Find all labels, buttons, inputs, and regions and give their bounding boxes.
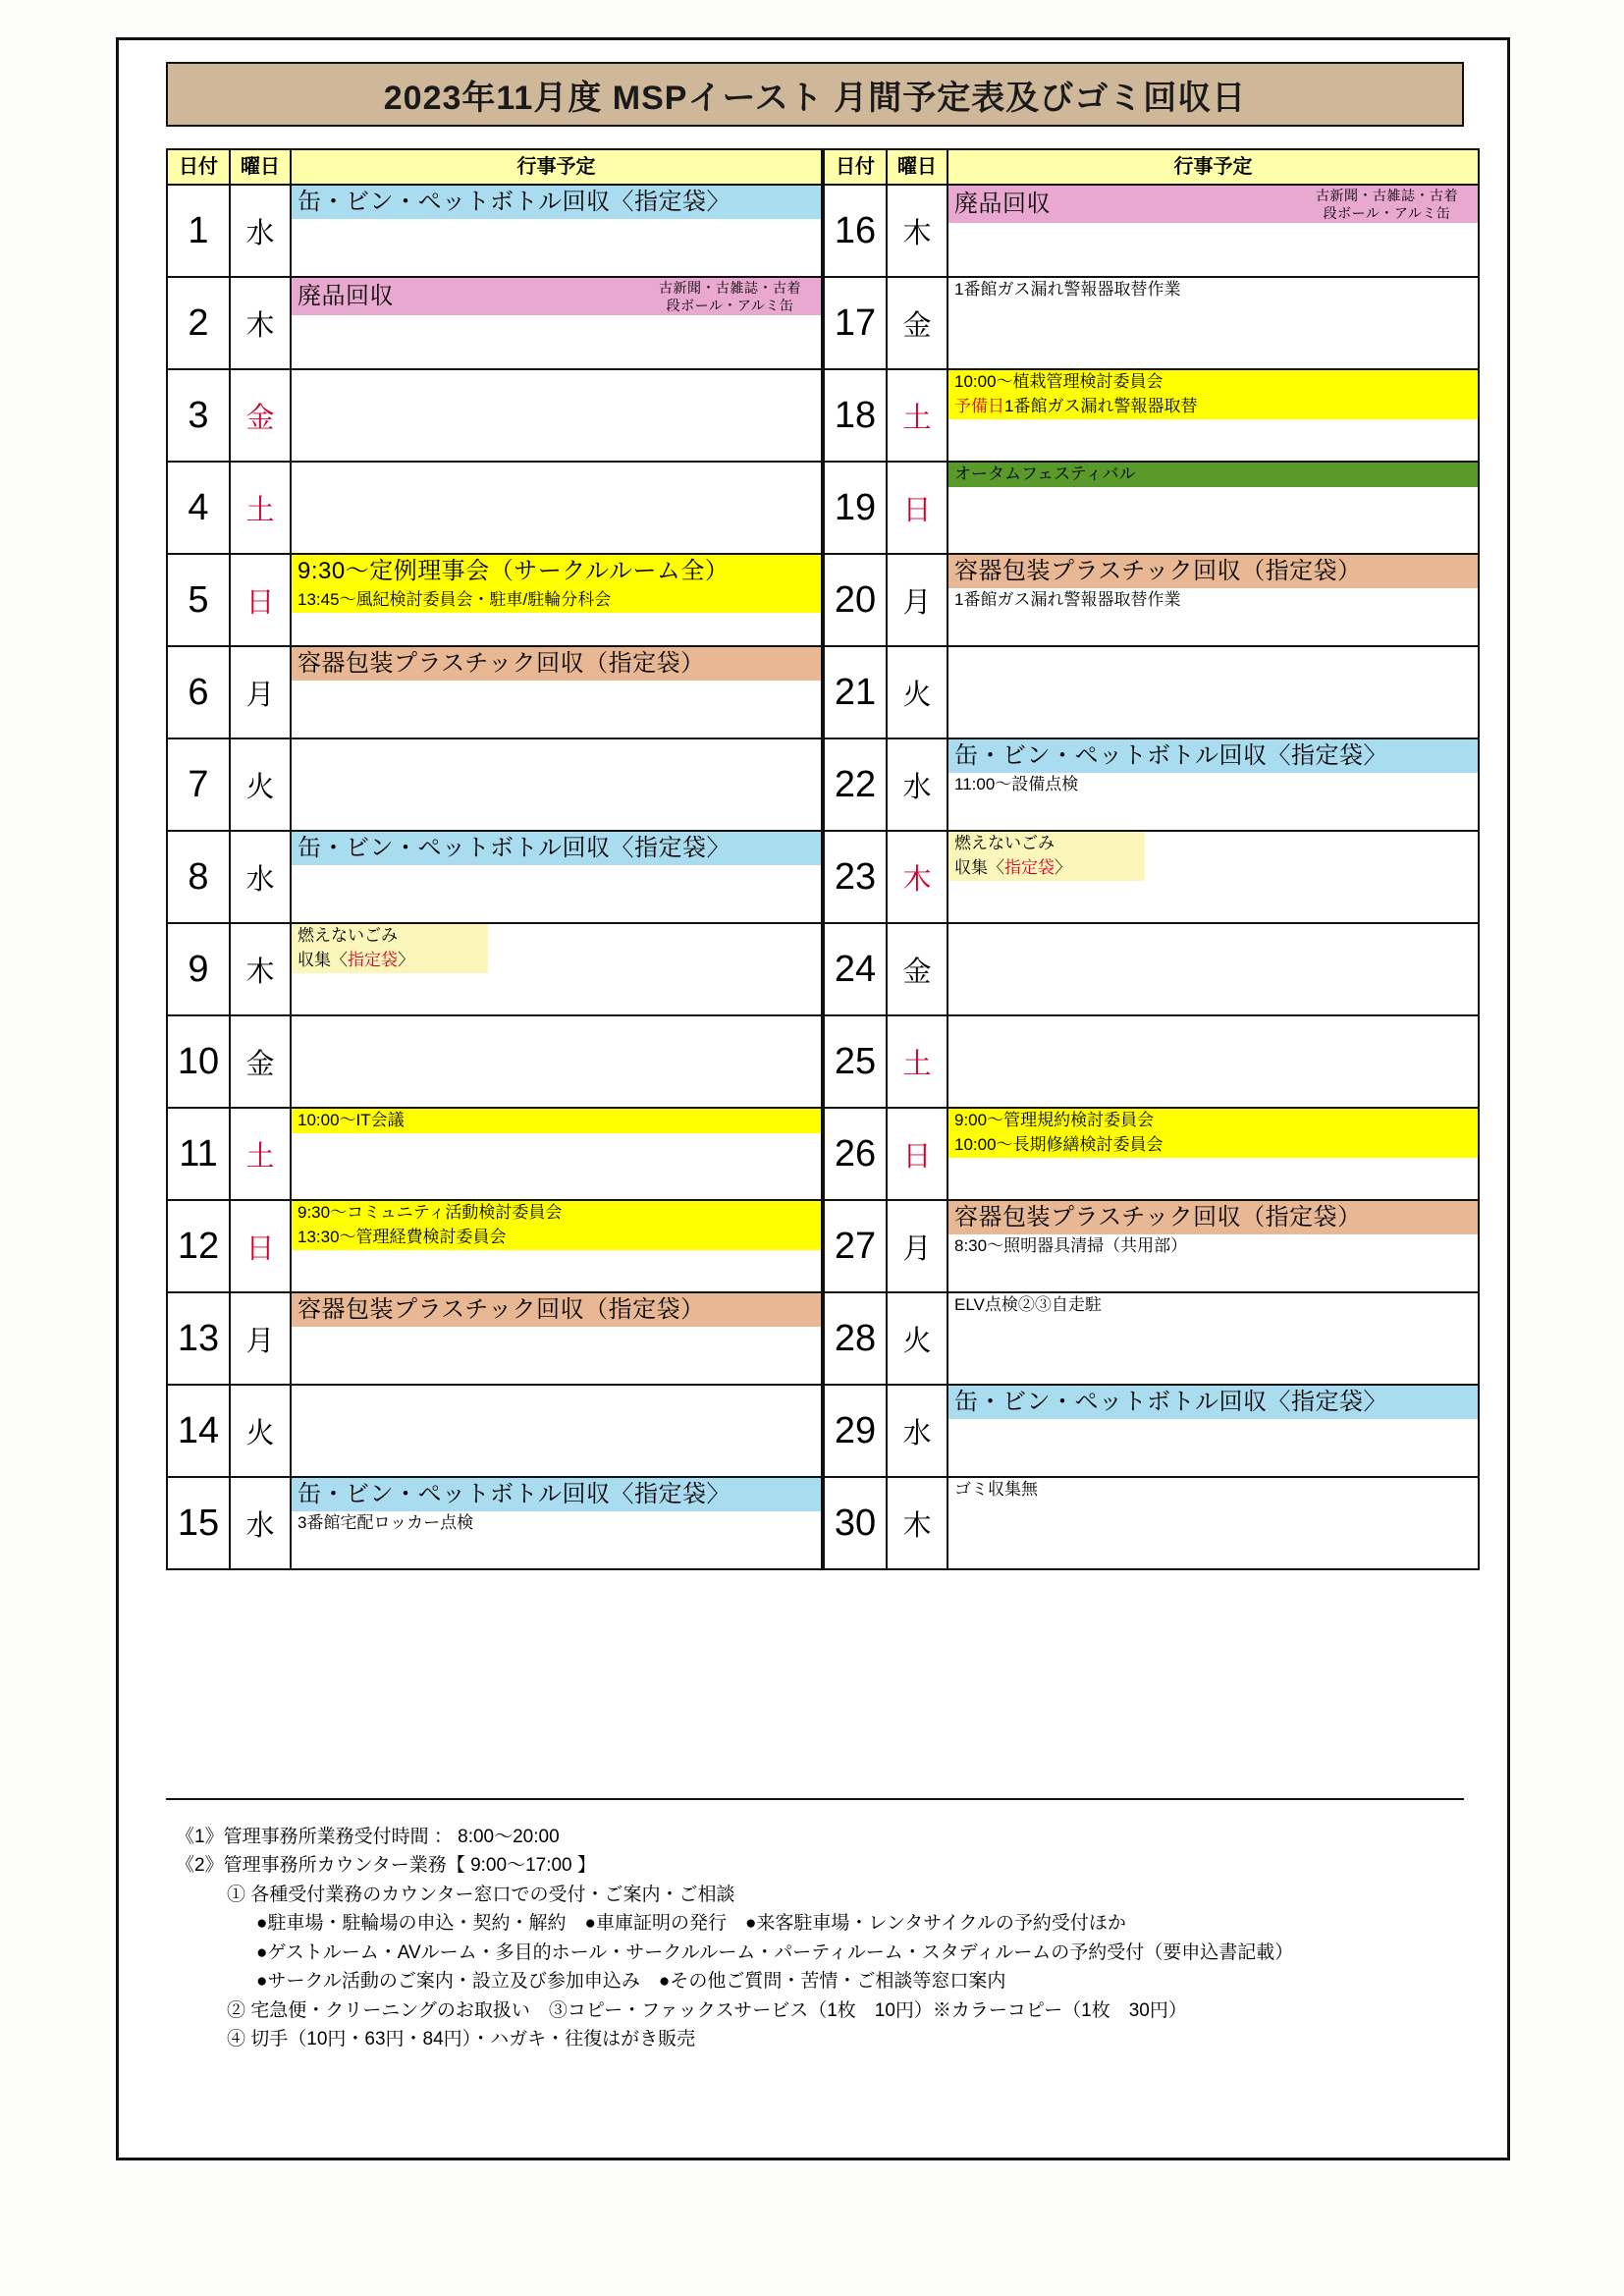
event-stack <box>292 1201 821 1291</box>
day-of-week: 土 <box>887 369 947 462</box>
day-events-cell <box>291 646 822 738</box>
day-of-week: 日 <box>887 1108 947 1200</box>
notes-divider <box>166 1798 1464 1800</box>
note-line: ② 宅急便・クリーニングのお取扱い ③コピー・ファックスサービス（1枚 10円）※カラーコピー（1枚 30円） <box>227 1999 1187 2021</box>
event-stack <box>948 1293 1478 1384</box>
event-line: 缶・ビン・ペットボトル回収〈指定袋〉 <box>948 739 1478 773</box>
day-of-week: 火 <box>887 1292 947 1385</box>
event-line: 11:00〜設備点検 <box>954 775 1079 794</box>
day-of-week: 金 <box>887 923 947 1015</box>
event-stack <box>292 370 821 461</box>
event-line: 9:30〜コミュニティ活動検討委員会 <box>292 1201 821 1226</box>
event-line: ゴミ収集無 <box>954 1480 1038 1499</box>
day-number: 7 <box>167 738 230 831</box>
day-number: 26 <box>824 1108 887 1200</box>
day-events-cell <box>947 554 1479 646</box>
event-line: 容器包装プラスチック回収（指定袋） <box>948 555 1478 588</box>
event-line: 予備日1番館ガス漏れ警報器取替 <box>948 395 1478 419</box>
header-date: 日付 <box>167 149 230 185</box>
day-of-week: 水 <box>887 738 947 831</box>
event-stack <box>292 555 821 645</box>
day-number: 17 <box>824 277 887 369</box>
day-events-cell <box>947 1385 1479 1477</box>
day-number: 23 <box>824 831 887 923</box>
event-line: 容器包装プラスチック回収（指定袋） <box>292 1293 821 1327</box>
calendar-day-row <box>824 923 1479 1015</box>
day-of-week: 土 <box>887 1015 947 1108</box>
title-banner <box>166 62 1464 127</box>
calendar-day-row <box>167 646 822 738</box>
event-line: 容器包装プラスチック回収（指定袋） <box>292 647 821 681</box>
schedule-sheet <box>116 37 1510 2160</box>
day-number: 15 <box>167 1477 230 1569</box>
event-line: 13:45〜風紀検討委員会・駐車/駐輪分科会 <box>292 588 821 613</box>
note-line: ●サークル活動のご案内・設立及び参加申込み ●その他ご質問・苦情・ご相談等窓口案内 <box>256 1971 1006 1993</box>
day-number: 28 <box>824 1292 887 1385</box>
day-of-week: 火 <box>230 1385 291 1477</box>
day-number: 4 <box>167 462 230 554</box>
day-number: 18 <box>824 369 887 462</box>
event-stack <box>292 1478 821 1568</box>
event-subtext: 古新聞・古雑誌・古着 段ボール・アルミ缶 <box>659 280 801 314</box>
day-of-week: 月 <box>230 646 291 738</box>
header-events: 行事予定 <box>947 149 1479 185</box>
calendar-day-row <box>167 831 822 923</box>
calendar-header-row <box>167 149 822 185</box>
event-line: 9:30〜定例理事会（サークルルーム全） <box>292 555 821 588</box>
event-line: 燃えないごみ <box>948 832 1145 856</box>
day-events-cell <box>291 1200 822 1292</box>
day-of-week: 水 <box>887 1385 947 1477</box>
day-events-cell <box>291 1108 822 1200</box>
event-line: 3番館宅配ロッカー点検 <box>298 1513 474 1533</box>
calendar-day-row <box>824 462 1479 554</box>
calendar-day-row <box>824 1015 1479 1108</box>
day-of-week: 水 <box>230 1477 291 1569</box>
day-number: 3 <box>167 369 230 462</box>
day-of-week: 日 <box>230 1200 291 1292</box>
day-events-cell <box>291 369 822 462</box>
event-line <box>948 186 1478 223</box>
day-number: 5 <box>167 554 230 646</box>
event-stack <box>292 1109 821 1199</box>
event-line: 1番館ガス漏れ警報器取替作業 <box>954 590 1181 610</box>
day-events-cell <box>291 1385 822 1477</box>
event-stack <box>948 832 1478 922</box>
calendar-day-row <box>167 1015 822 1108</box>
note-line: 《1》管理事務所業務受付時間 ： 8:00〜20:00 <box>176 1827 560 1847</box>
day-events-cell <box>947 831 1479 923</box>
calendar-day-row <box>167 1385 822 1477</box>
event-line: 8:30〜照明器具清掃（共用部） <box>954 1236 1188 1256</box>
event-line: 缶・ビン・ペットボトル回収〈指定袋〉 <box>948 1386 1478 1419</box>
event-line: 容器包装プラスチック回収（指定袋） <box>948 1201 1478 1234</box>
day-number: 2 <box>167 277 230 369</box>
calendar-column-left <box>166 148 823 1570</box>
day-number: 25 <box>824 1015 887 1108</box>
event-stack <box>948 186 1478 276</box>
event-line: 缶・ビン・ペットボトル回収〈指定袋〉 <box>292 1478 821 1511</box>
day-events-cell <box>947 185 1479 277</box>
calendar-day-row <box>167 554 822 646</box>
event-stack <box>292 647 821 738</box>
day-number: 6 <box>167 646 230 738</box>
day-events-cell <box>947 738 1479 831</box>
event-stack <box>292 1293 821 1384</box>
event-highlight-text: 予備日 <box>954 396 1004 415</box>
day-number: 1 <box>167 185 230 277</box>
day-number: 11 <box>167 1108 230 1200</box>
calendar-day-row <box>824 1477 1479 1569</box>
event-stack <box>948 1478 1478 1568</box>
event-stack <box>948 278 1478 368</box>
event-stack <box>292 1386 821 1476</box>
event-stack <box>948 1109 1478 1199</box>
calendar-column-right <box>823 148 1480 1570</box>
note-line: ④ 切手（10円・63円・84円）・ハガキ・往復はがき販売 <box>227 2029 696 2050</box>
day-events-cell <box>947 646 1479 738</box>
day-events-cell <box>947 369 1479 462</box>
calendar-day-row <box>167 1200 822 1292</box>
event-line: 10:00〜植栽管理検討委員会 <box>948 370 1478 395</box>
day-of-week: 水 <box>230 831 291 923</box>
calendar-day-row <box>824 185 1479 277</box>
event-line: 10:00〜長期修繕検討委員会 <box>948 1133 1478 1158</box>
day-of-week: 木 <box>230 277 291 369</box>
event-stack <box>948 739 1478 830</box>
day-events-cell <box>947 277 1479 369</box>
day-of-week: 水 <box>230 185 291 277</box>
note-line: ●ゲストルーム・AVルーム・多目的ホール・サークルルーム・パーティルーム・スタディルームの予約受付（要申込書記載） <box>256 1941 1294 1963</box>
event-stack <box>292 1016 821 1107</box>
calendar-day-row <box>824 554 1479 646</box>
day-events-cell <box>291 554 822 646</box>
calendar-day-row <box>824 277 1479 369</box>
header-events: 行事予定 <box>291 149 822 185</box>
event-line: オータムフェスティバル <box>948 463 1478 487</box>
day-of-week: 月 <box>887 554 947 646</box>
day-number: 8 <box>167 831 230 923</box>
day-number: 22 <box>824 738 887 831</box>
day-events-cell <box>291 1292 822 1385</box>
notes-section <box>168 1823 1464 2054</box>
day-number: 24 <box>824 923 887 1015</box>
event-highlight-text: 指定袋 <box>348 950 398 969</box>
day-events-cell <box>291 185 822 277</box>
day-number: 10 <box>167 1015 230 1108</box>
event-stack <box>948 1386 1478 1476</box>
calendar-grid <box>166 148 1464 1570</box>
day-events-cell <box>947 462 1479 554</box>
day-number: 19 <box>824 462 887 554</box>
event-subtext: 古新聞・古雑誌・古着 段ボール・アルミ缶 <box>1316 188 1458 222</box>
day-events-cell <box>291 1477 822 1569</box>
calendar-day-row <box>167 738 822 831</box>
event-stack <box>292 924 821 1014</box>
event-highlight-text: 指定袋 <box>1004 857 1055 877</box>
day-of-week: 土 <box>230 1108 291 1200</box>
calendar-day-row <box>824 1292 1479 1385</box>
calendar-day-row <box>167 1292 822 1385</box>
day-number: 9 <box>167 923 230 1015</box>
event-text: 廃品回収 <box>298 282 394 309</box>
day-number: 16 <box>824 185 887 277</box>
event-line: 缶・ビン・ペットボトル回収〈指定袋〉 <box>292 832 821 865</box>
day-of-week: 日 <box>887 462 947 554</box>
day-of-week: 月 <box>230 1292 291 1385</box>
calendar-day-row <box>167 369 822 462</box>
day-of-week: 木 <box>887 185 947 277</box>
page-title: 2023年11月度 MSPイースト 月間予定表及びゴミ回収日 <box>383 79 1247 117</box>
calendar-day-row <box>167 1108 822 1200</box>
event-line: 10:00〜IT会議 <box>292 1109 821 1133</box>
day-number: 13 <box>167 1292 230 1385</box>
day-events-cell <box>947 1200 1479 1292</box>
event-stack <box>948 1201 1478 1291</box>
event-line: 13:30〜管理経費検討委員会 <box>292 1226 821 1250</box>
event-stack <box>948 555 1478 645</box>
calendar-day-row <box>824 369 1479 462</box>
event-line: 燃えないごみ <box>292 924 488 949</box>
event-stack <box>948 370 1478 461</box>
calendar-day-row <box>824 1108 1479 1200</box>
calendar-day-row <box>824 738 1479 831</box>
event-line <box>292 278 821 315</box>
day-of-week: 日 <box>230 554 291 646</box>
calendar-day-row <box>824 1200 1479 1292</box>
day-events-cell <box>947 1015 1479 1108</box>
day-events-cell <box>291 738 822 831</box>
day-events-cell <box>291 831 822 923</box>
day-number: 27 <box>824 1200 887 1292</box>
event-stack <box>948 647 1478 738</box>
event-stack <box>948 1016 1478 1107</box>
day-of-week: 金 <box>230 369 291 462</box>
day-events-cell <box>947 923 1479 1015</box>
header-dow: 曜日 <box>230 149 291 185</box>
event-stack <box>292 278 821 368</box>
event-line: ELV点検②③自走駐 <box>954 1295 1102 1314</box>
event-stack <box>948 924 1478 1014</box>
event-line: 缶・ビン・ペットボトル回収〈指定袋〉 <box>292 186 821 219</box>
day-events-cell <box>291 462 822 554</box>
day-of-week: 金 <box>230 1015 291 1108</box>
calendar-day-row <box>824 646 1479 738</box>
day-of-week: 火 <box>887 646 947 738</box>
calendar-day-row <box>824 831 1479 923</box>
day-number: 29 <box>824 1385 887 1477</box>
header-date: 日付 <box>824 149 887 185</box>
calendar-day-row <box>167 923 822 1015</box>
day-events-cell <box>291 277 822 369</box>
day-events-cell <box>291 923 822 1015</box>
event-line: 収集〈指定袋〉 <box>948 856 1145 881</box>
day-of-week: 月 <box>887 1200 947 1292</box>
calendar-header-row <box>824 149 1479 185</box>
event-stack <box>292 739 821 830</box>
event-stack <box>292 186 821 276</box>
day-events-cell <box>947 1108 1479 1200</box>
calendar-day-row <box>167 1477 822 1569</box>
header-dow: 曜日 <box>887 149 947 185</box>
calendar-day-row <box>824 1385 1479 1477</box>
calendar-day-row <box>167 277 822 369</box>
event-line: 9:00〜管理規約検討委員会 <box>948 1109 1478 1133</box>
event-line: 1番館ガス漏れ警報器取替作業 <box>954 280 1181 299</box>
day-events-cell <box>947 1477 1479 1569</box>
note-line: ① 各種受付業務のカウンター窓口での受付・ご案内・ご相談 <box>227 1884 735 1905</box>
day-of-week: 金 <box>887 277 947 369</box>
event-stack <box>292 832 821 922</box>
event-stack <box>948 463 1478 553</box>
day-of-week: 木 <box>887 1477 947 1569</box>
day-number: 12 <box>167 1200 230 1292</box>
calendar-day-row <box>167 462 822 554</box>
day-of-week: 土 <box>230 462 291 554</box>
note-line: ●駐車場・駐輪場の申込・契約・解約 ●車庫証明の発行 ●来客駐車場・レンタサイクルの予約受付ほか <box>256 1913 1126 1935</box>
day-number: 30 <box>824 1477 887 1569</box>
event-stack <box>292 463 821 553</box>
day-events-cell <box>291 1015 822 1108</box>
day-of-week: 木 <box>230 923 291 1015</box>
day-number: 21 <box>824 646 887 738</box>
calendar-day-row <box>167 185 822 277</box>
note-line: 《2》管理事務所カウンター業務【 9:00〜17:00 】 <box>176 1855 596 1877</box>
day-of-week: 火 <box>230 738 291 831</box>
day-events-cell <box>947 1292 1479 1385</box>
event-text: 廃品回収 <box>954 190 1051 217</box>
day-number: 20 <box>824 554 887 646</box>
day-number: 14 <box>167 1385 230 1477</box>
event-line: 収集〈指定袋〉 <box>292 949 488 973</box>
day-of-week: 木 <box>887 831 947 923</box>
